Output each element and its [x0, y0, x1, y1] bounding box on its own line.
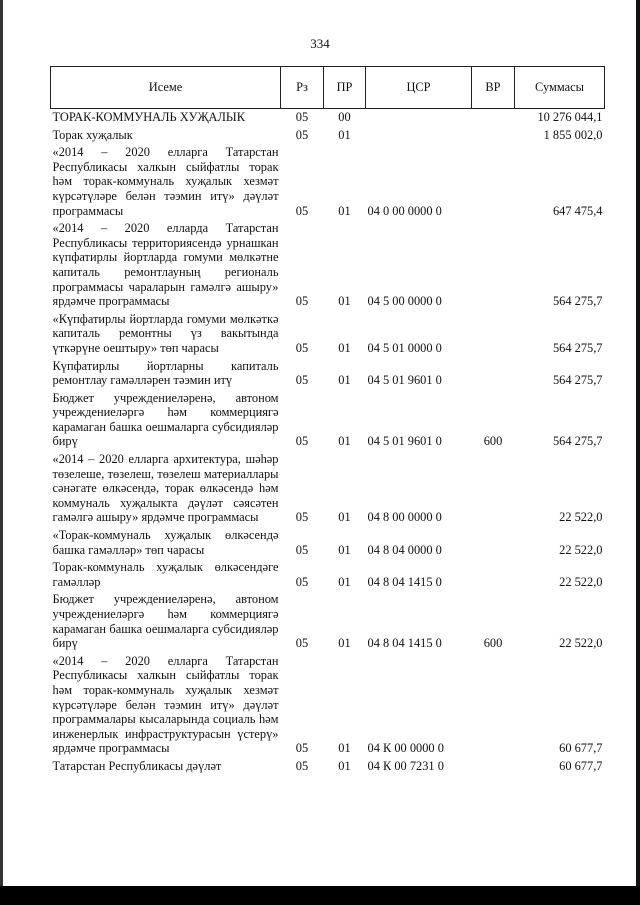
row-pr: 01 [338, 510, 351, 525]
row-rz: 05 [295, 574, 309, 589]
row-vr [472, 451, 515, 527]
row-pr: 01 [338, 636, 351, 651]
row-pr: 01 [338, 741, 351, 756]
header-csr: ЦСР [366, 67, 472, 109]
row-sum: 22 522,0 [559, 574, 603, 589]
row-rz: 05 [295, 741, 309, 756]
table-row [51, 527, 605, 559]
row-pr: 01 [338, 340, 351, 355]
row-csr: 04 8 00 0000 0 [367, 510, 442, 525]
table-row [51, 559, 605, 591]
row-csr: 04 К 00 7231 0 [367, 758, 444, 773]
row-vr [472, 144, 515, 220]
row-name: Бюджет учреждениеләренә, автоном учреждениеләргә һәм коммерциягә карамаган башка оешмаларга субсидияләр бирү [52, 390, 279, 449]
row-sum: 564 275,7 [552, 434, 603, 449]
scan-left-edge [0, 0, 3, 886]
table-row [51, 358, 605, 390]
row-csr: 04 8 04 0000 0 [367, 542, 442, 557]
row-name: «2014 – 2020 елларга архитектура, шәһәр төзелеше, төзелеш, төзелеш материаллары сәнәгате өлкәсендә, торак өлкәсендә һәм коммуналь хуҗалыкта дәүләт сәясәтен гамәлгә ашыру» ярдәмче программасы [52, 452, 279, 525]
row-name: ТОРАК-КОММУНАЛЬ ХУҖАЛЫК [51, 109, 281, 127]
row-pr: 01 [338, 127, 351, 142]
row-sum: 564 275,7 [552, 294, 603, 309]
row-csr: 04 5 01 9601 0 [367, 373, 442, 388]
row-rz: 05 [295, 373, 309, 388]
row-vr [472, 527, 515, 559]
row-pr: 01 [338, 574, 351, 589]
row-sum: 564 275,7 [552, 373, 603, 388]
row-vr [472, 109, 515, 127]
table-row [51, 390, 605, 451]
row-vr [472, 758, 515, 776]
row-name: Күпфатирлы йортларны капиталь ремонтлау гамәлләрен тәэмин итү [52, 358, 279, 388]
row-name: Татарстан Республикасы дәүләт [52, 758, 222, 773]
row-csr: 04 5 00 0000 0 [367, 294, 442, 309]
row-rz: 05 [281, 109, 324, 127]
row-vr [472, 653, 515, 758]
row-name: «2014 – 2020 елларда Татарстан Республикасы территориясендә урнашкан күпфатирлы йортларда гомуми мөлкәтне капиталь ремонтлауның региональ программасы чараларын гамәлгә ашыру» ярдәмче программасы [52, 221, 279, 309]
row-csr: 04 5 01 0000 0 [367, 340, 442, 355]
row-vr [472, 358, 515, 390]
row-rz: 05 [295, 434, 309, 449]
row-rz: 05 [295, 127, 309, 142]
header-pr: ПР [324, 67, 366, 109]
row-csr: 04 8 04 1415 0 [367, 636, 442, 651]
table-row [51, 758, 605, 776]
header-vr: ВР [472, 67, 515, 109]
table-row [51, 591, 605, 652]
row-csr: 04 8 04 1415 0 [367, 574, 442, 589]
row-csr: 04 0 00 0000 0 [367, 203, 442, 218]
row-pr: 00 [324, 109, 366, 127]
row-sum: 1 855 002,0 [543, 127, 603, 142]
row-rz: 05 [295, 294, 309, 309]
table-row [51, 144, 605, 220]
table-row [51, 220, 605, 311]
row-csr: 04 5 01 9601 0 [367, 434, 442, 449]
table-row [51, 109, 605, 127]
scan-right-edge [636, 0, 640, 886]
row-vr [472, 127, 515, 145]
row-vr: 600 [483, 636, 503, 651]
row-sum: 60 677,7 [559, 741, 603, 756]
table-row [51, 127, 605, 145]
table-body [51, 109, 605, 776]
row-name: «2014 – 2020 елларга Татарстан Республикасы халкын сыйфатлы торак һәм торак-коммуналь хуҗалык хезмәт күрсәтүләре белән тәэмин итү» дәүләт программасы [52, 145, 279, 218]
row-name: «2014 – 2020 елларга Татарстан Республикасы халкын сыйфатлы торак һәм торак-коммуналь хуҗалык хезмәт күрсәтүләре белән тәэмин итү» дәүләт программалары кысаларында социаль һәм инженерлык инфраструктурасын үстерү» ярдәмче программасы [52, 653, 279, 756]
header-name: Исеме [51, 67, 281, 109]
row-vr [472, 559, 515, 591]
row-rz: 05 [295, 758, 309, 773]
scan-bottom-bar [0, 886, 640, 905]
table-row [51, 451, 605, 527]
page-number: 334 [310, 36, 330, 51]
row-sum: 60 677,7 [559, 758, 603, 773]
row-pr: 01 [338, 203, 351, 218]
row-pr: 01 [338, 758, 351, 773]
row-sum: 22 522,0 [559, 636, 603, 651]
row-rz: 05 [295, 636, 309, 651]
header-rz: Рз [281, 67, 324, 109]
row-vr [472, 311, 515, 358]
row-csr: 04 К 00 0000 0 [367, 741, 444, 756]
row-name: Бюджет учреждениеләренә, автоном учреждениеләргә һәм коммерциягә карамаган башка оешмаларга субсидияләр бирү [52, 592, 279, 651]
row-csr [366, 109, 472, 127]
row-sum: 22 522,0 [559, 542, 603, 557]
row-sum: 10 276 044,1 [515, 109, 605, 127]
row-pr: 01 [338, 294, 351, 309]
table-header [51, 67, 605, 109]
row-name: «Күпфатирлы йортларда гомуми мөлкәткә капиталь ремонтны үз вакытында үткәрүне оештыру» төп чарасы [52, 311, 279, 355]
budget-table [50, 66, 605, 776]
row-pr: 01 [338, 434, 351, 449]
header-sum: Суммасы [515, 67, 605, 109]
row-rz: 05 [295, 510, 309, 525]
row-pr: 01 [338, 373, 351, 388]
row-pr: 01 [338, 542, 351, 557]
row-vr [472, 220, 515, 311]
row-sum: 647 475,4 [552, 203, 603, 218]
row-name: Торак хуҗалык [52, 127, 133, 142]
row-sum: 564 275,7 [552, 340, 603, 355]
row-name: Торак-коммуналь хуҗалык өлкәсендәге гамәлләр [52, 560, 279, 589]
row-sum: 22 522,0 [559, 510, 603, 525]
row-rz: 05 [295, 203, 309, 218]
row-name: «Торак-коммуналь хуҗалык өлкәсендә башка гамәлләр» төп чарасы [52, 528, 279, 557]
row-vr: 600 [483, 434, 503, 449]
table-row [51, 653, 605, 758]
row-csr [366, 127, 472, 145]
row-rz: 05 [295, 340, 309, 355]
row-rz: 05 [295, 542, 309, 557]
table-row [51, 311, 605, 358]
